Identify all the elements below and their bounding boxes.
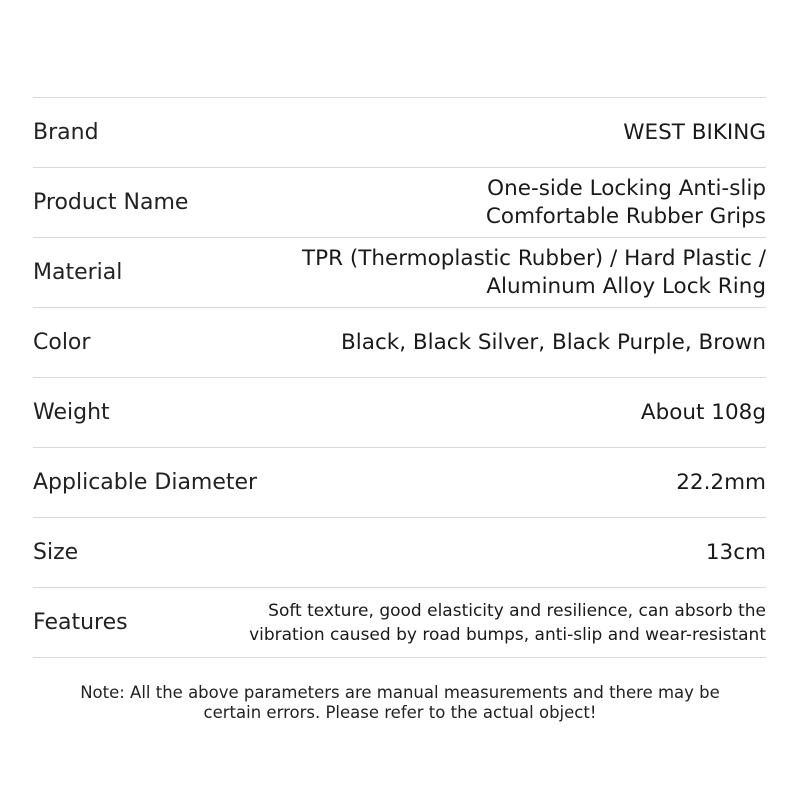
spec-row-features: [33, 588, 766, 658]
spec-value-line: About 108g: [640, 399, 766, 425]
spec-value: [676, 469, 766, 497]
spec-value-line: Black, Black Silver, Black Purple, Brown: [341, 329, 766, 355]
spec-value-line: Comfortable Rubber Grips: [485, 203, 766, 229]
spec-value-line: Soft texture, good elasticity and resilience, can absorb the: [268, 600, 766, 621]
spec-row-size: [33, 518, 766, 588]
spec-value: [302, 245, 766, 301]
spec-value: [706, 539, 766, 567]
spec-label: Material: [33, 260, 123, 285]
spec-value-line: TPR (Thermoplastic Rubber) / Hard Plastic /: [301, 245, 766, 271]
spec-value: [249, 599, 766, 647]
note-line: Note: All the above parameters are manual measurements and there may be: [80, 683, 720, 702]
spec-row-product-name: [33, 168, 766, 238]
spec-value: [641, 399, 766, 427]
spec-label: Brand: [33, 120, 99, 145]
spec-label: Color: [33, 330, 91, 355]
spec-value-line: WEST BIKING: [623, 119, 766, 145]
spec-row-brand: [33, 98, 766, 168]
disclaimer-note: [0, 683, 800, 723]
spec-value-line: 22.2mm: [676, 469, 766, 495]
spec-value: [486, 175, 766, 231]
spec-label: Features: [33, 610, 128, 635]
spec-row-applicable-diameter: [33, 448, 766, 518]
spec-row-weight: [33, 378, 766, 448]
spec-value-line: Aluminum Alloy Lock Ring: [486, 273, 766, 299]
spec-value: [623, 119, 766, 147]
spec-value-line: 13cm: [705, 539, 766, 565]
spec-row-material: [33, 238, 766, 308]
spec-value-line: vibration caused by road bumps, anti-slip and wear-resistant: [249, 624, 766, 645]
note-line: certain errors. Please refer to the actual object!: [203, 703, 597, 722]
spec-table: [33, 97, 766, 658]
spec-value-line: One-side Locking Anti-slip: [487, 175, 766, 201]
spec-label: Size: [33, 540, 79, 565]
spec-label: Weight: [33, 400, 110, 425]
spec-label: Applicable Diameter: [33, 470, 258, 495]
spec-label: Product Name: [33, 190, 189, 215]
spec-row-color: [33, 308, 766, 378]
spec-value: [341, 329, 766, 357]
